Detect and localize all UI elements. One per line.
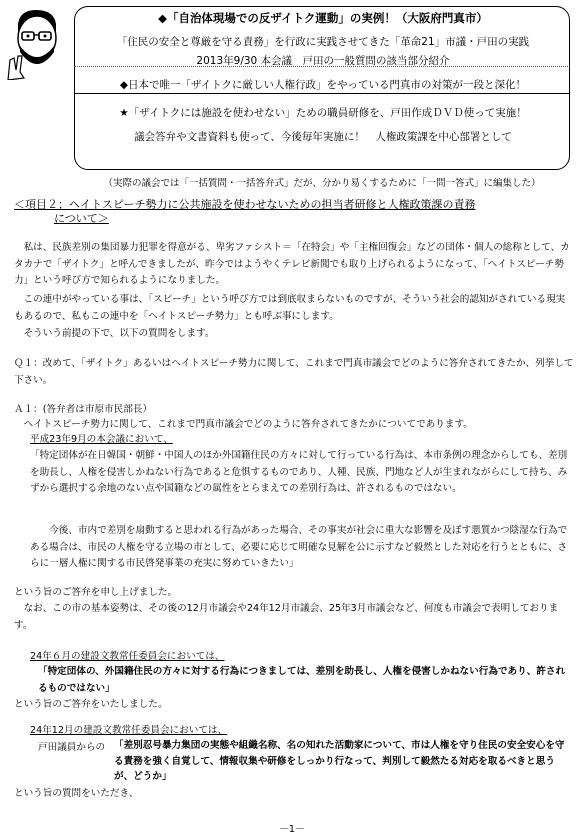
paragraph-5: なお、この市の基本姿勢は、その後の12月市議会や24年12月市議会、25年3月市議会など、何度も市議会で表明しております。 bbox=[14, 603, 559, 631]
answer-quote-1: 「特定団体が在日韓国・朝鮮・中国人のほか外国籍住民の方々に対して行っている行為は、本市条例の理念からしても、差別を助長し、人権を侵害しかねない行為であると危惧するものであり、人種、民族、門地など人が生まれながらにして持ち、みずから選択する余地のない点や国籍などの属性をとらまえての差別行為は、許されるものではない。 bbox=[30, 450, 568, 494]
header-highlight3: 議会答弁や文書資料も使って、今後毎年実施に！ 人権政策課を中心部署として bbox=[134, 131, 512, 143]
paragraph-2: この連中がやっている事は、「スピーチ」という呼び方では到底収まらないものですが、そういう社会的認知がされている現実もあるので、私もこの連中を「ヘイトスピーチ勢力」とも呼ぶ事にします。 bbox=[14, 294, 566, 322]
item-title bbox=[14, 198, 574, 226]
toda-prefix: 戸田議員からの bbox=[38, 742, 106, 753]
header-divider-dotted bbox=[74, 66, 570, 67]
paragraph-1: 私は、民族差別の集団暴力犯罪を得意がる、卑劣ファシスト＝「在特会」や「主権回復会」などの団体・個人の総称として、カタカナで「ザイトク」と呼んできましたが、昨今ではようやくテレビ新聞でも取り上げられるようになって、「ヘイトスピーチ勢力」という呼び方で知られるようになりました。 bbox=[14, 242, 570, 286]
item-title-line1: ＜項目２；ヘイトスピーチ勢力に公共施設を使わせないための担当者研修と人権政策課の責務 bbox=[14, 198, 476, 211]
header-subtitle-line2: 2013年9/30 本会議 戸田の一般質問の該当部分紹介 bbox=[196, 55, 450, 67]
item-title-line2: について＞ bbox=[54, 212, 109, 225]
author-avatar bbox=[6, 6, 68, 80]
question-1: Ｑ１：改めて、「ザイトク」あるいはヘイトスピーチ勢力に関して、これまで門真市議会でどのように答弁されてきたか、列挙して下さい。 bbox=[14, 358, 574, 386]
committee-1-quote: 「特定団体の、外国籍住民の方々に対する行為につきましては、差別を助長し、人権を侵害しかねない行為であり、許されるものではない」 bbox=[38, 666, 566, 694]
paragraph-7: という旨の質問をいただき、 bbox=[14, 788, 139, 799]
committee-2-heading: 24年12月の建設文教常任委員会においては、 bbox=[30, 725, 228, 736]
paragraph-6: という旨のご答弁をいたしました。 bbox=[14, 699, 168, 710]
paragraph-3: そういう前提の下で、以下の質問をします。 bbox=[14, 328, 215, 339]
header-divider bbox=[74, 93, 570, 94]
answer-1-label: Ａ１：(答弁者は市原市民部長） bbox=[14, 404, 153, 415]
answer-1-text: ヘイトスピーチ勢力に関して、これまで門真市議会でどのように答弁されてきたかについてであります。 bbox=[14, 419, 473, 430]
header-highlight2: ★「ザイトクには施設を使わせない」ための職員研修を、戸田作成ＤＶＤ使って実施！ bbox=[119, 107, 527, 119]
answer-quote-2: 今後、市内で差別を扇動すると思われる行為があった場合、その事実が社会に重大な影響を及ぼす悪質かつ陰湿な行為である場合は、市民の人権を守る立場の市として、必要に応じて明確な見解を公に示すなど毅然とした対応を行うとともに、さらに一層人権に関する市民啓発事業の充実に努めていきたい」 bbox=[30, 525, 568, 569]
header-title: ◆「自治体現場での反ザイトク運動」の実例！（大阪府門真市） bbox=[158, 11, 488, 25]
header-box bbox=[74, 6, 570, 170]
editorial-note: （実際の議会では「一括質問・一括答弁式」だが、分かり易くするために「一問一答式」に編集した） bbox=[103, 178, 541, 189]
paragraph-4: という旨のご答弁を申し上げました。 bbox=[14, 587, 178, 598]
answer-1-date: 平成23年9月の本会議において、 bbox=[30, 434, 173, 445]
toda-question-quote: 「差別忍号暴力集団の実態や組織名称、名の知れた活動家について、市は人権を守り住民の安全安心を守る責務を強く自覚して、情報収集や研修をしっかり行なって、判別して毅然たる対応を取るべきと思うが、どうか」 bbox=[114, 740, 565, 782]
page-number: －1－ bbox=[278, 824, 306, 835]
header-subtitle-line1: 「住民の安全と尊厳を守る責務」を行政に実践させてきた「革命21」市議・戸田の実践 bbox=[116, 36, 530, 48]
header-highlight1: ◆日本で唯一「ザイトクに厳しい人権行政」をやっている門真市の対策が一段と深化！ bbox=[119, 79, 527, 91]
committee-1-heading: 24年６月の建設文教常任委員会においては、 bbox=[30, 651, 225, 662]
